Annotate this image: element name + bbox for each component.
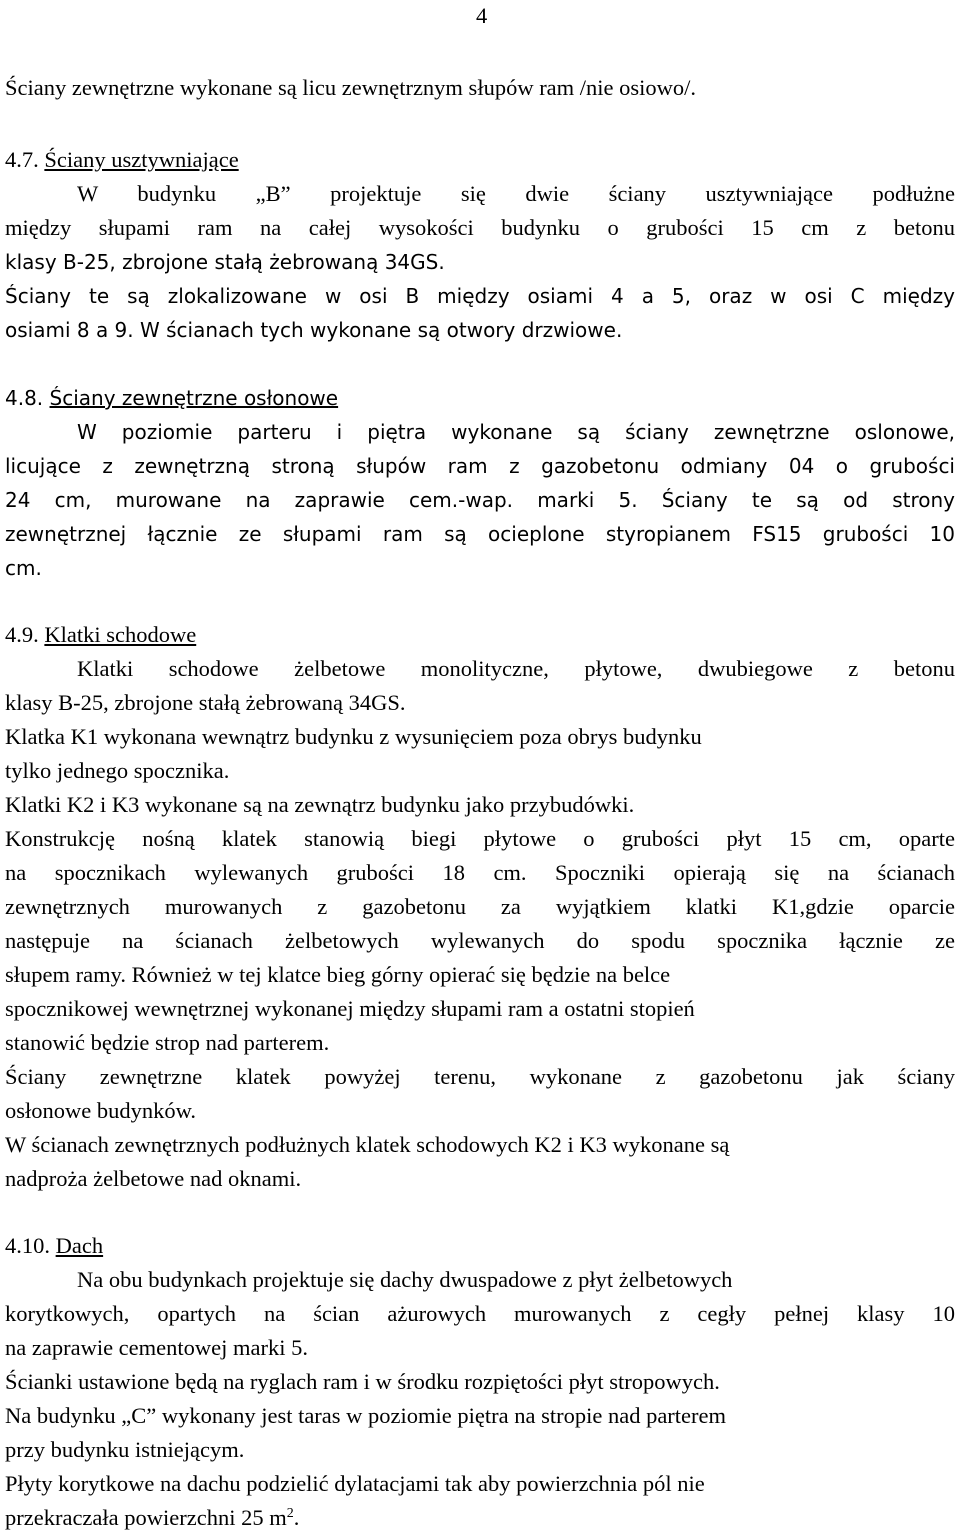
heading-title: Ściany zewnętrzne osłonowe [49, 386, 339, 410]
intro-text: Ściany zewnętrzne wykonane są licu zewnętrznym słupów ram /nie osiowo/. [5, 75, 697, 100]
heading-title: Dach [55, 1233, 104, 1258]
paragraph-line: na spocznikach wylewanych grubości 18 cm. Spoczniki opierają się na ścianach [5, 860, 955, 885]
paragraph-line: Klatka K1 wykonana wewnątrz budynku z wysunięciem poza obrys budynku [5, 724, 702, 749]
section-heading-4-7 [5, 146, 239, 174]
paragraph-line: tylko jednego spocznika. [5, 758, 230, 783]
page-number: 4 [476, 3, 488, 28]
superscript: 2 [286, 1506, 294, 1521]
paragraph-line: licujące z zewnętrzną stroną słupów ram z gazobetonu odmiany 04 o grubości [5, 454, 955, 478]
paragraph-line: Na obu budynkach projektuje się dachy dwuspadowe z płyt żelbetowych [77, 1267, 733, 1292]
paragraph-line: Klatki K2 i K3 wykonane są na zewnątrz budynku jako przybudówki. [5, 792, 635, 817]
paragraph-line: spocznikowej wewnętrznej wykonanej między słupami ram a ostatni stopień [5, 996, 695, 1021]
paragraph-line: Konstrukcję nośną klatek stanowią biegi płytowe o grubości płyt 15 cm, oparte [5, 826, 955, 851]
paragraph-line: W poziomie parteru i piętra wykonane są ściany zewnętrzne oslonowe, [77, 420, 955, 444]
section-heading-4-9 [5, 621, 196, 649]
paragraph-line: Ściany zewnętrzne klatek powyżej terenu, wykonane z gazobetonu jak ściany [5, 1064, 955, 1089]
last-line-text: przekraczała powierzchni 25 m [5, 1505, 287, 1530]
paragraph-line: słupem ramy. Również w tej klatce bieg górny opierać się będzie na belce [5, 962, 671, 987]
section-heading-4-8 [5, 384, 338, 412]
paragraph-line: osiami 8 a 9. W ścianach tych wykonane są otwory drzwiowe. [5, 318, 623, 342]
paragraph-line: stanowić będzie strop nad parterem. [5, 1030, 330, 1055]
paragraph-line: Ścianki ustawione będą na ryglach ram i w środku rozpiętości płyt stropowych. [5, 1369, 720, 1394]
paragraph-line: Płyty korytkowe na dachu podzielić dylatacjami tak aby powierzchnia pól nie [5, 1471, 705, 1496]
paragraph-line-last [5, 1504, 299, 1532]
paragraph-line: klasy B-25, zbrojone stałą żebrowaną 34GS. [5, 250, 445, 274]
paragraph-line: cm. [5, 556, 42, 580]
section-heading-4-10 [5, 1232, 103, 1260]
paragraph-line: klasy B-25, zbrojone stałą żebrowaną 34GS. [5, 690, 406, 715]
paragraph-line: korytkowych, opartych na ścian ażurowych murowanych z cegły pełnej klasy 10 [5, 1301, 955, 1326]
paragraph-line: zewnętrznych murowanych z gazobetonu za wyjątkiem klatki K1,gdzie oparcie [5, 894, 955, 919]
paragraph-line: W budynku „B” projektuje się dwie ściany usztywniające podłużne [77, 181, 955, 206]
paragraph-line: W ścianach zewnętrznych podłużnych klatek schodowych K2 i K3 wykonane są [5, 1132, 730, 1157]
paragraph-line: osłonowe budynków. [5, 1098, 197, 1123]
paragraph-line: zewnętrznej łącznie ze słupami ram są ocieplone styropianem FS15 grubości 10 [5, 522, 955, 546]
paragraph-line: na zaprawie cementowej marki 5. [5, 1335, 308, 1360]
paragraph-line: Ściany te są zlokalizowane w osi B między osiami 4 a 5, oraz w osi C między [5, 284, 955, 308]
last-line-end: . [293, 1505, 300, 1530]
heading-number: 4.8. [5, 386, 44, 410]
paragraph-line: Na budynku „C” wykonany jest taras w poziomie piętra na stropie nad parterem [5, 1403, 727, 1428]
paragraph-line: nadproża żelbetowe nad oknami. [5, 1166, 302, 1191]
paragraph-line: Klatki schodowe żelbetowe monolityczne, płytowe, dwubiegowe z betonu [77, 656, 955, 681]
paragraph-line: 24 cm, murowane na zaprawie cem.-wap. marki 5. Ściany te są od strony [5, 488, 955, 512]
heading-number: 4.7. [5, 147, 39, 172]
paragraph-line: między słupami ram na całej wysokości budynku o grubości 15 cm z betonu [5, 215, 955, 240]
paragraph-line: następuje na ścianach żelbetowych wylewanych do spodu spocznika łącznie ze [5, 928, 955, 953]
heading-number: 4.9. [5, 622, 39, 647]
heading-number: 4.10. [5, 1233, 50, 1258]
heading-title: Ściany usztywniające [44, 147, 239, 172]
paragraph-line: przy budynku istniejącym. [5, 1437, 245, 1462]
heading-title: Klatki schodowe [44, 622, 197, 647]
